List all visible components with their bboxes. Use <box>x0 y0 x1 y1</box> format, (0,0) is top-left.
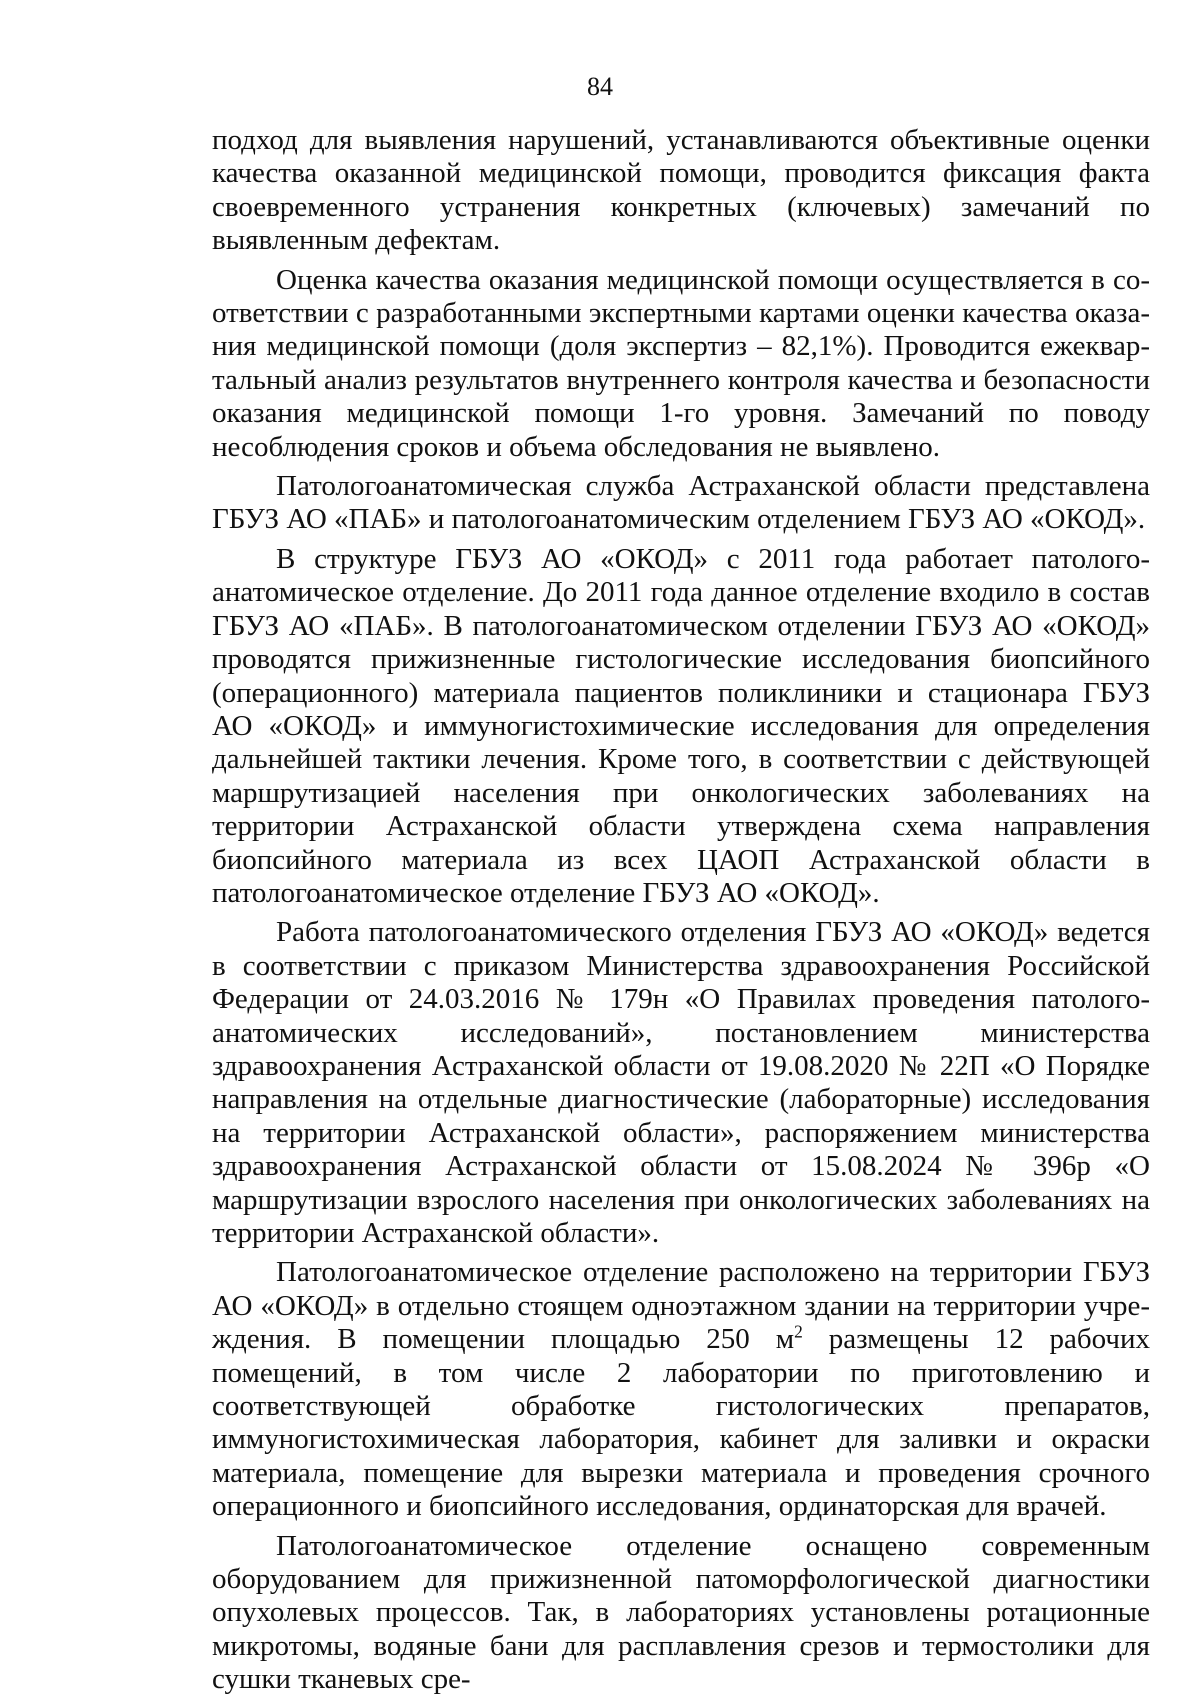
paragraph-equipment: Патологоанатомическое отделение оснащено современным оборудованием для прижизненной патоморфологической диагностики опухолевых процессов. Так, в лабораториях установлены ротационные микротомы, водяные бани для расплавления срезов и термостолики для сушки тканевых сре- <box>212 1529 1150 1696</box>
paragraph-quality-assessment: Оценка качества оказания медицинской помощи осуществляется в соответствии с разработанными экспертными картами оценки качества оказания медицинской помощи (доля экспертиз – 82,1%). Проводится ежеквартальный анализ результатов внутреннего контроля качества и безопасности оказания медицинской помощи 1-го уровня. Замечаний по поводу несоблюдения сроков и объема обследования не выявлено. <box>212 263 1150 463</box>
paragraph-regulations: Работа патологоанатомического отделения ГБУЗ АО «ОКОД» ведется в соответствии с приказом Министерства здравоохранения Российской Федерации от 24.03.2016 № 179н «О Правилах проведения патологоанатомических исследований», постановлением министерства здравоохранения Астраханской области от 19.08.2020 № 22П «О Порядке направления на отдельные диагностические (лабораторные) исследования на территории Астраханской области», распоряжением министерства здравоохранения Астраханской области от 15.08.2024 № 396р «О маршрутизации взрослого населения при онкологических заболеваниях на территории Астраханской области». <box>212 916 1150 1249</box>
document-body <box>212 124 1150 1703</box>
paragraph-pathology-service: Патологоанатомическая служба Астраханской области представлена ГБУЗ АО «ПАБ» и патологоанатомическим отделением ГБУЗ АО «ОКОД». <box>212 470 1150 536</box>
paragraph-quality-assessment-intro: подход для выявления нарушений, устанавливаются объективные оценки качества оказанной медицинской помощи, проводится фиксация факта своевременного устранения конкретных (ключевых) замечаний по выявленным дефектам. <box>212 124 1150 257</box>
area-superscript: 2 <box>794 1321 803 1342</box>
premises-text-after: размещены 12 рабочих помещений, в том числе 2 лаборатории по приготовлению и соответствующей обработке гистологических препаратов, иммуногистохимическая лаборатория, кабинет для заливки и окраски материала, помещение для вырезки материала и проведения срочного операционного и биопсийного исследования, ординаторская для врачей. <box>212 1323 1151 1523</box>
paragraph-premises <box>212 1256 1150 1523</box>
paragraph-department-structure: В структуре ГБУЗ АО «ОКОД» с 2011 года работает патологоанатомическое отделение. До 2011 года данное отделение входило в состав ГБУЗ АО «ПАБ». В патологоанатомическом отделении ГБУЗ АО «ОКОД» проводятся прижизненные гистологические исследования биопсийного (операционного) материала пациентов поликлиники и стационара ГБУЗ АО «ОКОД» и иммуногистохимические исследования для определения дальнейшей тактики лечения. Кроме того, в соответствии с действующей маршрутизацией населения при онкологических заболеваниях на территории Астраханской области утверждена схема направления биопсийного материала из всех ЦАОП Астраханской области в патологоанатомическое отделение ГБУЗ АО «ОКОД». <box>212 542 1150 909</box>
premises-text-before: Патологоанатомическое отделение расположено на территории ГБУЗ АО «ОКОД» в отдельно стоящем одноэтажном здании на территории учреждения. В помещении площадью 250 м <box>212 1256 1150 1356</box>
page-number: 84 <box>587 72 613 101</box>
